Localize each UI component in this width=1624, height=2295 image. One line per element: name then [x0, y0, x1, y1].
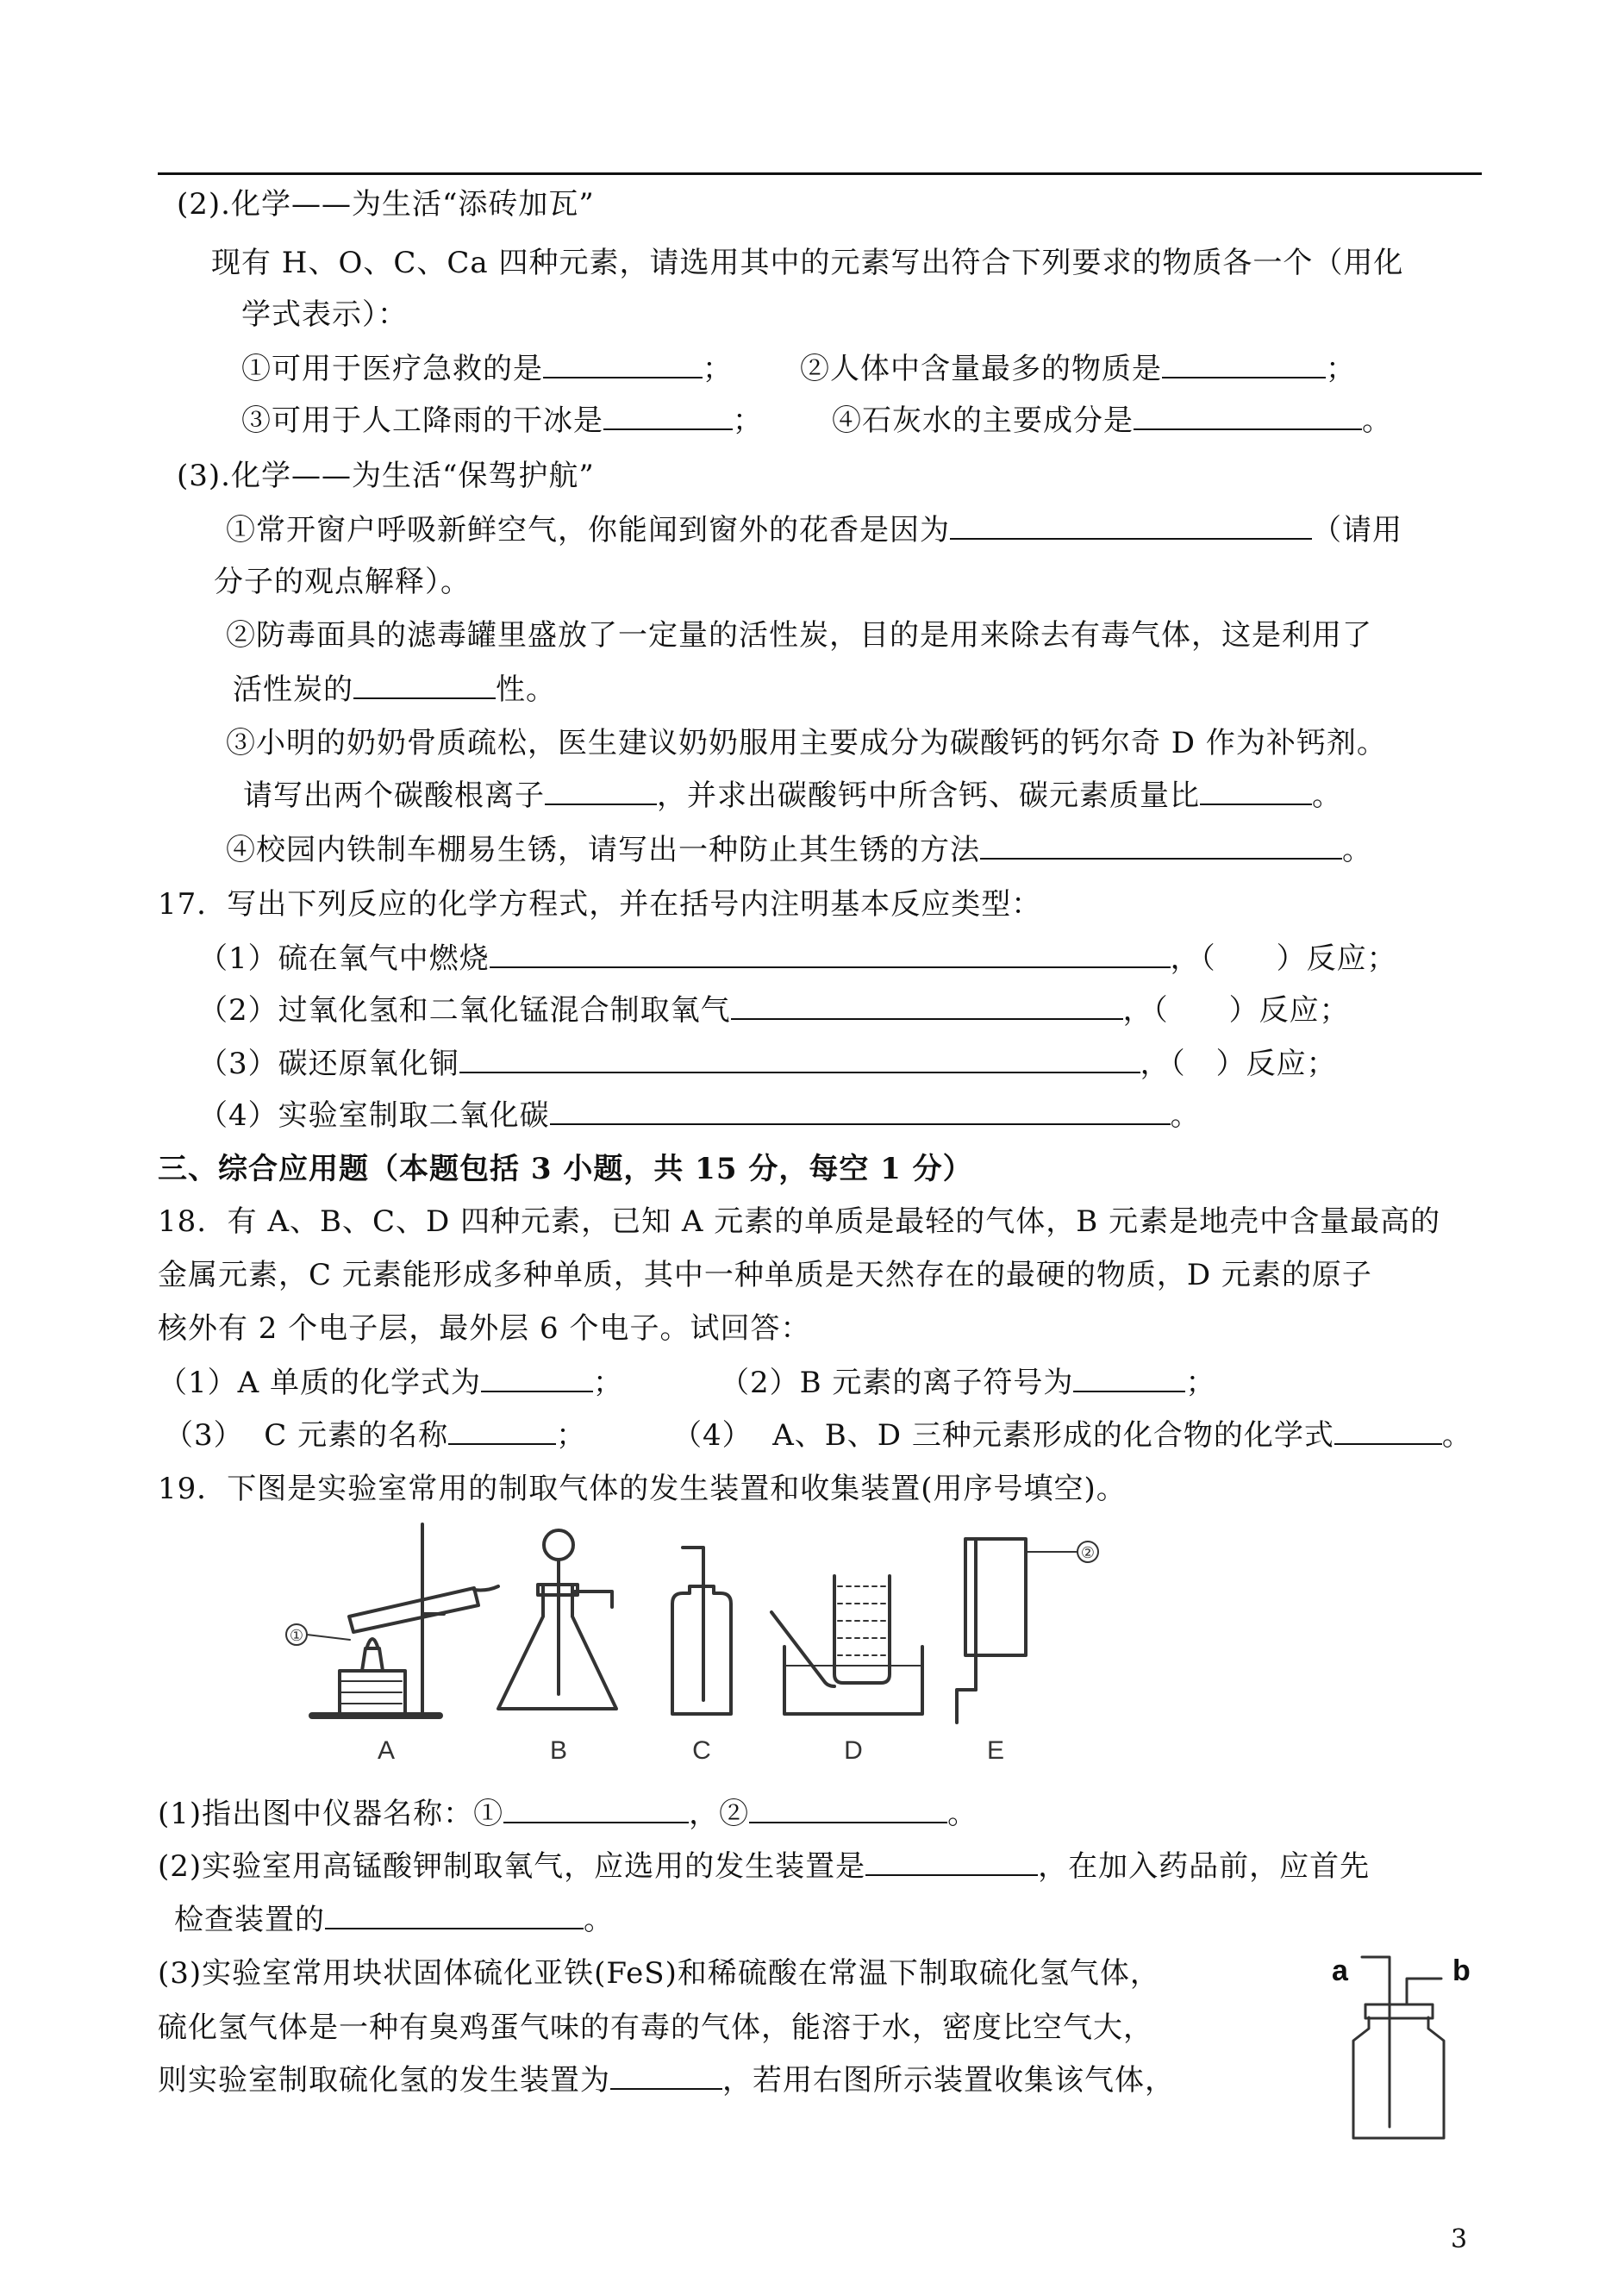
sec3-q3: ③小明的奶奶骨质疏松，医生建议奶奶服用主要成分为碳酸钙的钙尔奇 D 作为补钙剂。 — [226, 726, 1387, 760]
bottle-label-a: a — [1332, 1954, 1348, 1987]
answer-blank[interactable] — [1073, 1365, 1185, 1392]
answer-blank[interactable] — [865, 1848, 1038, 1876]
sec2-q2: ②人体中含量最多的物质是 ； — [800, 352, 1356, 386]
sec2-title: (2).化学——为生活“添砖加瓦” — [177, 187, 595, 222]
apparatus-c-icon — [672, 1548, 731, 1714]
q18-line-1: 18. 有 A、B、C、D 四种元素，已知 A 元素的单质是最轻的气体，B 元素是地壳中含量最高的 — [158, 1204, 1441, 1239]
answer-blank[interactable] — [950, 512, 1312, 540]
header-rule — [158, 172, 1482, 175]
q17-r1: （1）硫在氧气中燃烧 ，（ ）反应； — [198, 941, 1397, 976]
answer-blank[interactable] — [550, 1097, 1171, 1125]
q19-p3-line-1: (3)实验室常用块状固体硫化亚铁(FeS)和稀硫酸在常温下制取硫化氢气体， — [158, 1956, 1160, 1991]
q17-title: 17．写出下列反应的化学方程式，并在括号内注明基本反应类型： — [158, 887, 1042, 922]
bottle-label-b: b — [1452, 1954, 1471, 1987]
q17-r4: （4）实验室制取二氧化碳 。 — [198, 1098, 1201, 1133]
q19-title: 19．下图是实验室常用的制取气体的发生装置和收集装置(用序号填空)。 — [158, 1472, 1127, 1506]
answer-blank[interactable] — [503, 1796, 689, 1823]
answer-blank[interactable] — [481, 1365, 593, 1392]
sec3-q4: ④校园内铁制车棚易生锈，请写出一种防止其生锈的方法 。 — [226, 833, 1372, 867]
sec2-intro-2: 学式表示）： — [241, 297, 408, 332]
sec3-q2: ②防毒面具的滤毒罐里盛放了一定量的活性炭，目的是用来除去有毒气体，这是利用了 — [226, 618, 1372, 653]
answer-blank[interactable] — [1334, 1417, 1442, 1445]
sec2-q1: ①可用于医疗急救的是 ； — [241, 352, 733, 386]
answer-blank[interactable] — [1200, 778, 1312, 805]
sec3-q3-cont: 请写出两个碳酸根离子 ，并求出碳酸钙中所含钙、碳元素质量比 。 — [243, 779, 1342, 813]
q19-p2-cont: 检查装置的 。 — [174, 1903, 614, 1937]
q18-a3: （3） C 元素的名称 ； — [164, 1418, 587, 1453]
answer-blank[interactable] — [490, 941, 1171, 968]
q19-p3-line-3: 则实验室制取硫化氢的发生装置为 ，若用右图所示装置收集该气体， — [158, 2063, 1175, 2098]
answer-blank[interactable] — [1134, 403, 1362, 430]
answer-blank[interactable] — [610, 2062, 722, 2090]
q18-line-2: 金属元素，C 元素能形成多种单质，其中一种单质是天然存在的最硬的物质，D 元素的原子 — [158, 1258, 1372, 1292]
answer-blank[interactable] — [543, 351, 703, 378]
answer-blank[interactable] — [459, 1046, 1140, 1073]
sec3-q1-cont: 分子的观点解释）。 — [214, 565, 471, 599]
marker-2: ② — [1080, 1544, 1096, 1561]
answer-blank[interactable] — [353, 672, 496, 699]
q18-line-3: 核外有 2 个电子层，最外层 6 个电子。试回答： — [158, 1311, 811, 1346]
gas-bottle-figure — [1293, 1944, 1491, 2142]
sec2-q3: ③可用于人工降雨的干冰是 ； — [241, 403, 763, 438]
page-number: 3 — [1451, 2224, 1468, 2254]
q19-p3-line-2: 硫化氢气体是一种有臭鸡蛋气味的有毒的气体，能溶于水，密度比空气大， — [158, 2010, 1153, 2045]
sec3-q2-cont: 活性炭的 性。 — [233, 672, 556, 707]
q17-r2: （2）过氧化氢和二氧化锰混合制取氧气 ，（ ）反应； — [198, 993, 1350, 1028]
q19-p1: (1)指出图中仪器名称：① ，② 。 — [158, 1797, 978, 1831]
q17-r3: （3）碳还原氧化铜 ，（ ）反应； — [198, 1047, 1337, 1081]
apparatus-figure — [267, 1517, 1345, 1776]
q18-a1: （1）A 单质的化学式为 ； — [158, 1366, 623, 1400]
apparatus-e-icon — [957, 1539, 1098, 1723]
q18-a4: （4） A、B、D 三种元素形成的化合物的化学式 。 — [672, 1418, 1472, 1453]
sec2-q4: ④石灰水的主要成分是 。 — [832, 403, 1392, 438]
answer-blank[interactable] — [1162, 351, 1326, 378]
apparatus-d-icon — [771, 1576, 922, 1714]
apparatus-b-icon — [498, 1530, 616, 1709]
q19-p2: (2)实验室用高锰酸钾制取氧气，应选用的发生装置是 ，在加入药品前，应首先 — [158, 1849, 1371, 1884]
q18-a2: （2）B 元素的离子符号为 ； — [720, 1366, 1216, 1400]
answer-blank[interactable] — [603, 403, 733, 430]
answer-blank[interactable] — [731, 992, 1123, 1020]
answer-blank[interactable] — [448, 1417, 556, 1445]
label-e: E — [986, 1736, 1005, 1765]
label-b: B — [549, 1736, 568, 1765]
label-a: A — [377, 1736, 396, 1765]
answer-blank[interactable] — [545, 778, 657, 805]
sec3-q1: ①常开窗户呼吸新鲜空气，你能闻到窗外的花香是因为 （请用 — [226, 513, 1402, 547]
part3-title: 三、综合应用题（本题包括 3 小题，共 15 分，每空 1 分） — [158, 1152, 973, 1186]
label-d: D — [844, 1736, 863, 1765]
sec2-intro-1: 现有 H、O、C、Ca 四种元素，请选用其中的元素写出符合下列要求的物质各一个（用化 — [211, 246, 1404, 280]
answer-blank[interactable] — [749, 1796, 947, 1823]
answer-blank[interactable] — [325, 1902, 584, 1929]
apparatus-a-icon — [286, 1524, 498, 1716]
label-c: C — [692, 1736, 711, 1765]
answer-blank[interactable] — [980, 832, 1342, 860]
marker-1: ① — [289, 1627, 304, 1644]
sec3-title: (3).化学——为生活“保驾护航” — [177, 459, 595, 493]
